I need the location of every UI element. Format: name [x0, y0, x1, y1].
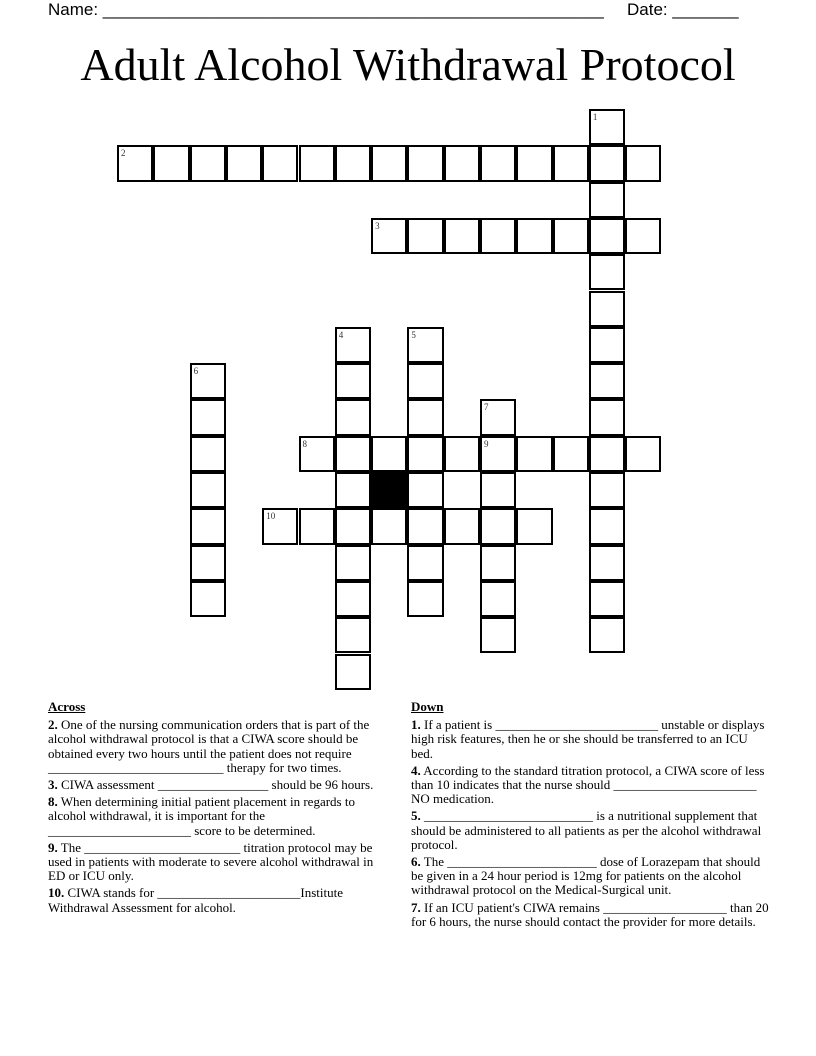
- date-line: Date: _______: [627, 0, 739, 19]
- clue-number-label: 2: [121, 148, 126, 159]
- puzzle-cell[interactable]: [625, 145, 661, 181]
- puzzle-cell[interactable]: [190, 399, 226, 435]
- puzzle-cell[interactable]: [371, 218, 407, 254]
- puzzle-cell[interactable]: [625, 218, 661, 254]
- clue-number: 9.: [48, 839, 58, 855]
- puzzle-cell[interactable]: [480, 581, 516, 617]
- puzzle-cell[interactable]: [589, 145, 625, 181]
- clue-text: One of the nursing communication orders that is part of the alcohol withdrawal protocol is that a CIWA score should be obtained every two hours until the patient does not require ___________________________ therapy for two times.: [48, 717, 370, 775]
- puzzle-cell[interactable]: [407, 436, 443, 472]
- puzzle-cell[interactable]: [190, 508, 226, 544]
- puzzle-cell[interactable]: [335, 545, 371, 581]
- clue-number: 3.: [48, 777, 58, 793]
- puzzle-cell[interactable]: [335, 472, 371, 508]
- puzzle-cell[interactable]: [553, 218, 589, 254]
- puzzle-cell[interactable]: [371, 436, 407, 472]
- puzzle-cell[interactable]: [589, 545, 625, 581]
- puzzle-cell[interactable]: [407, 545, 443, 581]
- clue-text: CIWA stands for ______________________Institute Withdrawal Assessment for alcohol.: [48, 885, 344, 915]
- page-title: Adult Alcohol Withdrawal Protocol: [80, 39, 736, 90]
- black-square: [371, 472, 407, 508]
- puzzle-cell[interactable]: [371, 145, 407, 181]
- puzzle-cell[interactable]: [480, 617, 516, 653]
- clue-text: If a patient is _________________________ unstable or displays high risk features, then he or she should be transferred to an ICU bed.: [411, 717, 765, 761]
- across-clue-3: [48, 778, 393, 792]
- puzzle-cell[interactable]: [480, 508, 516, 544]
- puzzle-cell[interactable]: [589, 182, 625, 218]
- clue-number-label: 7: [484, 402, 489, 413]
- across-clue-2: [48, 718, 393, 775]
- across-clues: [48, 700, 393, 918]
- puzzle-cell[interactable]: [190, 363, 226, 399]
- clue-text: According to the standard titration protocol, a CIWA score of less than 10 indicates that the nurse should ______________________ NO medication.: [411, 762, 765, 807]
- puzzle-cell[interactable]: [407, 472, 443, 508]
- puzzle-cell[interactable]: [516, 436, 552, 472]
- clue-number-label: 4: [338, 329, 344, 340]
- puzzle-cell[interactable]: [589, 472, 625, 508]
- puzzle-cell[interactable]: [299, 145, 335, 181]
- clue-number-label: 9: [484, 438, 489, 449]
- down-clue-5: [411, 809, 771, 852]
- puzzle-cell[interactable]: [589, 109, 625, 145]
- clue-number: 6.: [411, 854, 421, 870]
- clue-number: 5.: [411, 808, 421, 824]
- clue-number: 8.: [48, 794, 58, 810]
- down-clues: [411, 700, 771, 932]
- puzzle-cell[interactable]: [190, 545, 226, 581]
- puzzle-cell[interactable]: [516, 218, 552, 254]
- puzzle-cell[interactable]: [589, 327, 625, 363]
- puzzle-cell[interactable]: [589, 291, 625, 327]
- puzzle-cell[interactable]: [589, 218, 625, 254]
- across-clue-10: [48, 886, 393, 914]
- down-clue-1: [411, 718, 771, 761]
- puzzle-cell[interactable]: [190, 472, 226, 508]
- clue-number: 2.: [48, 717, 58, 733]
- puzzle-cell[interactable]: [262, 145, 298, 181]
- clue-number-label: 10: [266, 511, 276, 522]
- clue-text: The _______________________ dose of Lorazepam that should be given in a 24 hour period is 12mg for patients on the alcohol withdrawal protocol on the Medical-Surgical unit.: [411, 854, 761, 898]
- puzzle-cell[interactable]: [371, 508, 407, 544]
- puzzle-cell[interactable]: [589, 254, 625, 290]
- clue-text: The ________________________ titration protocol may be used in patients with moderate to severe alcohol withdrawal in ED or ICU only.: [48, 839, 374, 884]
- puzzle-cell[interactable]: [407, 327, 443, 363]
- puzzle-cell[interactable]: [407, 363, 443, 399]
- clue-number-label: 3: [375, 220, 380, 231]
- clue-text: CIWA assessment _________________ should be 96 hours.: [61, 777, 374, 793]
- puzzle-cell[interactable]: [335, 399, 371, 435]
- clue-number-label: 1: [592, 112, 598, 122]
- across-heading: Across: [48, 699, 86, 714]
- puzzle-cell[interactable]: [407, 399, 443, 435]
- clue-number-label: 8: [302, 438, 307, 449]
- down-clue-4: [411, 764, 771, 807]
- puzzle-cell[interactable]: [407, 508, 443, 544]
- puzzle-cell[interactable]: [335, 436, 371, 472]
- clue-number-label: 6: [193, 366, 199, 377]
- puzzle-cell[interactable]: [335, 145, 371, 181]
- puzzle-cell[interactable]: [480, 545, 516, 581]
- puzzle-cell[interactable]: [589, 436, 625, 472]
- puzzle-cell[interactable]: [335, 508, 371, 544]
- clue-text: __________________________ is a nutritional supplement that should be administered to all patients as per the alcohol withdrawal protocol.: [411, 808, 762, 852]
- puzzle-cell[interactable]: [516, 508, 552, 544]
- puzzle-cell[interactable]: [190, 581, 226, 617]
- puzzle-cell[interactable]: [589, 617, 625, 653]
- puzzle-cell[interactable]: [299, 508, 335, 544]
- clue-number: 7.: [411, 899, 421, 915]
- puzzle-cell[interactable]: [480, 436, 516, 472]
- across-clue-8: [48, 795, 393, 838]
- name-line: Name: _____________________________________________________: [48, 0, 604, 19]
- puzzle-cell[interactable]: [153, 145, 189, 181]
- clue-number: 10.: [48, 885, 65, 901]
- clue-number-label: 5: [411, 329, 416, 340]
- puzzle-cell[interactable]: [299, 436, 335, 472]
- puzzle-cell[interactable]: [444, 145, 480, 181]
- puzzle-cell[interactable]: [553, 145, 589, 181]
- puzzle-cell[interactable]: [480, 472, 516, 508]
- puzzle-cell[interactable]: [117, 145, 153, 181]
- puzzle-cell[interactable]: [262, 508, 298, 544]
- puzzle-cell[interactable]: [335, 327, 371, 363]
- puzzle-cell[interactable]: [444, 218, 480, 254]
- puzzle-cell[interactable]: [589, 508, 625, 544]
- puzzle-cell[interactable]: [589, 581, 625, 617]
- puzzle-cell[interactable]: [444, 508, 480, 544]
- puzzle-cell[interactable]: [190, 145, 226, 181]
- puzzle-cell[interactable]: [480, 218, 516, 254]
- puzzle-cell[interactable]: [190, 436, 226, 472]
- clue-number: 4.: [411, 762, 421, 778]
- clue-text: When determining initial patient placement in regards to alcohol withdrawal, it is important for the ______________________ score to be determined.: [48, 794, 355, 838]
- puzzle-cell[interactable]: [625, 436, 661, 472]
- down-clue-6: [411, 855, 771, 898]
- puzzle-cell[interactable]: [335, 581, 371, 617]
- puzzle-cell[interactable]: [553, 436, 589, 472]
- puzzle-cell[interactable]: [335, 363, 371, 399]
- puzzle-cell[interactable]: [480, 145, 516, 181]
- puzzle-cell[interactable]: [589, 363, 625, 399]
- puzzle-cell[interactable]: [407, 145, 443, 181]
- puzzle-cell[interactable]: [226, 145, 262, 181]
- puzzle-cell[interactable]: [480, 399, 516, 435]
- puzzle-cell[interactable]: [407, 218, 443, 254]
- clue-text: If an ICU patient's CIWA remains ___________________ than 20 for 6 hours, the nurse should contact the provider for more details.: [411, 899, 769, 929]
- puzzle-cell[interactable]: [444, 436, 480, 472]
- across-clue-9: [48, 841, 393, 884]
- puzzle-cell[interactable]: [335, 617, 371, 653]
- puzzle-cell[interactable]: [589, 399, 625, 435]
- down-clue-7: [411, 901, 771, 929]
- down-heading: Down: [411, 699, 444, 714]
- puzzle-cell[interactable]: [335, 654, 371, 690]
- clue-number: 1.: [411, 717, 421, 733]
- puzzle-cell[interactable]: [516, 145, 552, 181]
- puzzle-cell[interactable]: [407, 581, 443, 617]
